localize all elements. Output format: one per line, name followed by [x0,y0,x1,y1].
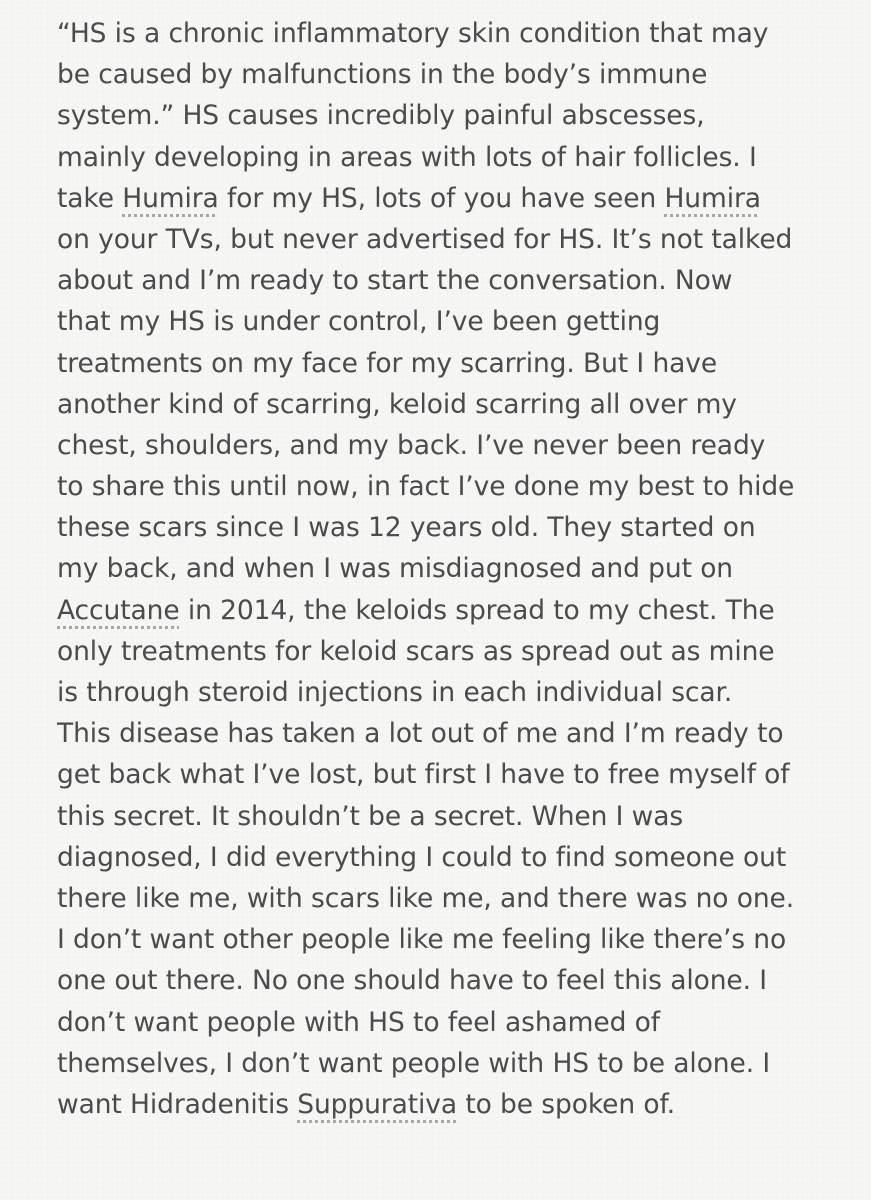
note-text-segment: that my HS is under control, I’ve been getting [57,306,661,338]
spellcheck-flagged-word[interactable]: Humira [664,182,761,214]
note-line [57,713,847,754]
note-text-segment: my back, and when I was misdiagnosed and put on [57,553,734,585]
note-line [57,590,847,631]
note-text-segment: don’t want people with HS to feel ashamed of [57,1006,660,1038]
note-line [57,1002,847,1043]
note-line [57,466,847,507]
note-line [57,384,847,425]
note-line [57,260,847,301]
note-text-segment: take [57,182,123,214]
note-text-segment: “HS is a chronic inflammatory skin condition that may [57,18,769,49]
note-line [57,95,847,136]
note-line [57,1084,847,1125]
note-line [57,507,847,548]
note-line [57,919,847,960]
note-line [57,13,847,54]
note-line [57,548,847,589]
note-line [57,754,847,795]
note-text-segment: to be spoken of. [457,1088,676,1120]
note-text-segment: another kind of scarring, keloid scarring all over my [57,388,737,420]
spellcheck-flagged-word[interactable]: Accutane [57,594,180,626]
note-text-segment: is through steroid injections in each individual scar. [57,677,733,708]
note-text-segment: about and I’m ready to start the conversation. Now [57,265,733,297]
note-text-segment: want Hidradenitis [57,1088,298,1120]
note-line [57,301,847,342]
note-line [57,219,847,260]
note-line [57,796,847,837]
note-line [57,672,847,713]
note-text-segment: chest, shoulders, and my back. I’ve never been ready [57,429,766,461]
note-text-segment: these scars since I was 12 years old. They started on [57,512,756,544]
note-line [57,343,847,384]
spellcheck-flagged-word[interactable]: Suppurativa [297,1088,457,1120]
note-text-segment: system.” HS causes incredibly painful abscesses, [57,100,705,132]
note-line [57,54,847,95]
note-text-segment: mainly developing in areas with lots of hair follicles. I [57,141,757,173]
note-line [57,178,847,219]
note-text-segment: diagnosed, I did everything I could to find someone out [57,841,787,873]
note-text-segment: I don’t want other people like me feeling like there’s no [57,924,787,956]
spellcheck-flagged-word[interactable]: Humira [122,182,219,214]
note-line [57,1043,847,1084]
note-text-area[interactable] [57,13,847,1125]
note-text-segment: get back what I’ve lost, but first I have to free myself of [57,759,790,791]
note-text-segment: in 2014, the keloids spread to my chest. The [179,594,775,626]
note-text-segment: this secret. It shouldn’t be a secret. When I was [57,800,684,832]
note-text-segment: to share this until now, in fact I’ve done my best to hide [57,471,795,503]
note-text-segment: there like me, with scars like me, and there was no one. [57,882,795,914]
note-text-segment: for my HS, lots of you have seen [218,182,665,214]
note-text-segment: be caused by malfunctions in the body’s immune [57,59,708,91]
note-text-segment: This disease has taken a lot out of me and I’m ready to [57,718,784,750]
note-line [57,960,847,1001]
note-line [57,631,847,672]
note-text-segment: themselves, I don’t want people with HS to be alone. I [57,1047,771,1079]
note-line [57,425,847,466]
note-text-segment: on your TVs, but never advertised for HS. It’s not talked [57,223,793,255]
note-text-segment: one out there. No one should have to feel this alone. I [57,965,767,997]
note-line [57,137,847,178]
note-text-segment: only treatments for keloid scars as spread out as mine [57,635,775,667]
note-line [57,837,847,878]
note-text-segment: treatments on my face for my scarring. But I have [57,347,718,379]
note-line [57,878,847,919]
